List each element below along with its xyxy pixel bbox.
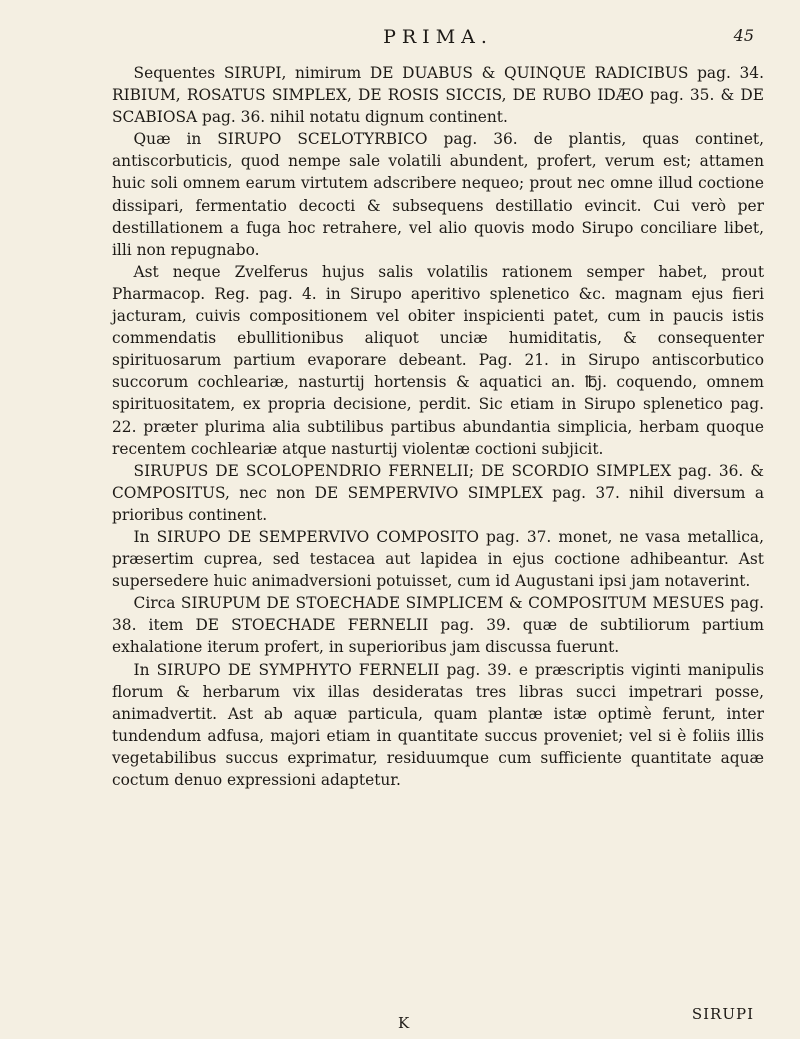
paragraph-6: Circa SIRUPUM DE STOECHADE SIMPLICEM & COMPOSITUM MESUES pag. 38. item DE STOECHADE FERNELII pag. 39. quæ de subtiliorum partium exhalatione iterum profert, in superioribus jam discussa fuerunt.	[112, 594, 764, 657]
paragraph-1: Sequentes SIRUPI, nimirum DE DUABUS & QUINQUE RADICIBUS pag. 34. RIBIUM, ROSATUS SIMPLEX, DE ROSIS SICCIS, DE RUBO IDÆO pag. 35. & DE SCABIOSA pag. 36. nihil notatu dignum continent.	[112, 64, 764, 127]
running-title: PRIMA.	[383, 26, 493, 48]
body-text	[112, 62, 764, 791]
paragraph-4: SIRUPUS DE SCOLOPENDRIO FERNELII; DE SCORDIO SIMPLEX pag. 36. & COMPOSITUS, nec non DE SEMPERVIVO SIMPLEX pag. 37. nihil diversum a prioribus continent.	[112, 461, 764, 524]
paragraph-7: In SIRUPO DE SYMPHYTO FERNELII pag. 39. e præscriptis viginti manipulis florum & herbarum vix illas desideratas tres libras succi impetrari posse, animadvertit. Ast ab aquæ particula, quam plantæ istæ optimè ferunt, inter tundendum adfusa, majori etiam in quantitate succus proveniet; vel si è foliis illis vegetabilibus succus exprimatur, residuumque cum sufficiente quantitate aquæ coctum denuo expressioni adaptetur.	[112, 660, 764, 789]
page-header	[112, 0, 764, 62]
paragraph-5: In SIRUPO DE SEMPERVIVO COMPOSITO pag. 37. monet, ne vasa metallica, præsertim cuprea, sed testacea aut lapidea in ejus coctione adhibeantur. Ast supersedere huic animadversioni potuisset, cum id Augustani ipsi jam notaverint.	[112, 527, 764, 591]
paragraph-2: Quæ in SIRUPO SCELOTYRBICO pag. 36. de plantis, quas continet, antiscorbuticis, quod nempe sale volatili abundent, profert, verum est; attamen huic soli omnem earum virtutem adscribere nequeo; prout nec omne illud coctione dissipari, fermentatio decocti & subsequens destillatio evincit. Cui verò per destillationem a fuga hoc retrahere, vel alio quovis modo Sirupo conciliare libet, illi non repugnabo.	[112, 130, 764, 259]
catchword: SIRUPI	[691, 1005, 754, 1023]
signature-mark: K	[398, 1014, 410, 1032]
paragraph-3: Ast neque Zvelferus hujus salis volatilis rationem semper habet, prout Pharmacop. Reg. pag. 4. in Sirupo aperitivo splenetico &c. magnam ejus fieri jacturam, cuivis compositionem vel obiter inspicienti patet, cum in paucis istis commendatis ebullitionibus aliquot unciæ humiditatis, & consequenter spirituosarum partium evaporare debeant. Pag. 21. in Sirupo antiscorbutico succorum cochleariæ, nasturtij hortensis & aquatici an. ℔j. coquendo, omnem spirituositatem, ex propria decisione, perdit. Sic etiam in Sirupo splenetico pag. 22. præter plurima alia subtilibus partibus abundantia simplicia, herbam quoque recentem cochleariæ atque nasturtij violentæ coctioni subjicit.	[112, 262, 764, 458]
page-number: 45	[733, 26, 754, 45]
